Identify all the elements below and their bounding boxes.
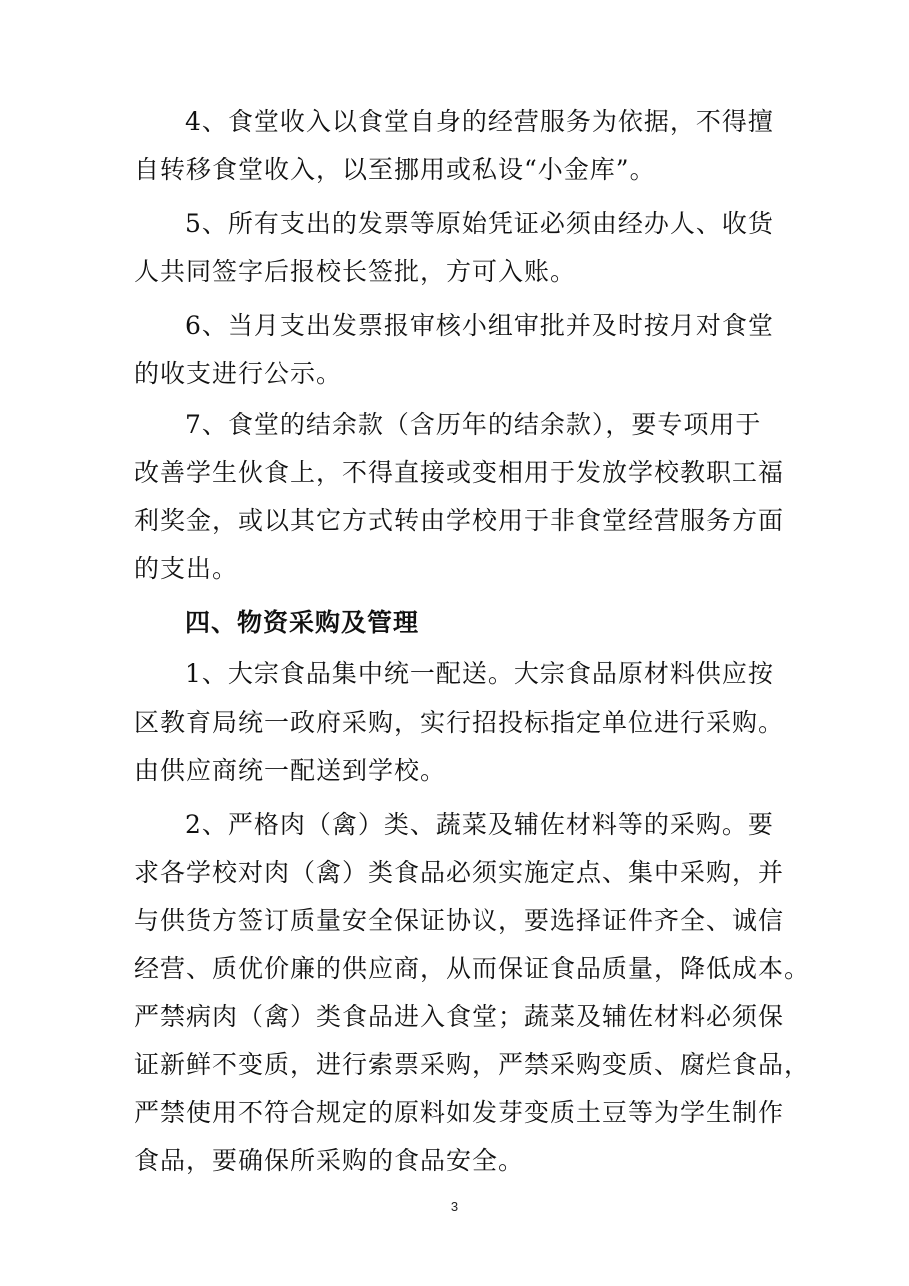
paragraph-6-line-2: 的收支进行公示。: [134, 359, 343, 388]
paragraph-5-line-2: 人共同签字后报校长签批，方可入账。: [134, 257, 577, 286]
item-2-line-1: 2、严格肉（禽）类、蔬菜及辅佐材料等的采购。要: [185, 810, 774, 839]
item-2-line-2: 求各学校对肉（禽）类食品必须实施定点、集中采购，并: [134, 858, 785, 887]
item-2-line-8: 食品，要确保所采购的食品安全。: [134, 1146, 525, 1175]
paragraph-7-line-3: 利奖金，或以其它方式转由学校用于非食堂经营服务方面: [134, 506, 785, 535]
item-2-line-6: 证新鲜不变质，进行索票采购，严禁采购变质、腐烂食品，: [134, 1050, 811, 1079]
paragraph-7-line-2: 改善学生伙食上，不得直接或变相用于发放学校教职工福: [134, 458, 785, 487]
item-1-line-2: 区教育局统一政府采购，实行招投标指定单位进行采购。: [134, 708, 785, 737]
page-number: 3: [450, 1199, 459, 1214]
paragraph-7-line-1: 7、食堂的结余款（含历年的结余款），要专项用于: [185, 410, 762, 439]
paragraph-4-line-1: 4、食堂收入以食堂自身的经营服务为依据，不得擅: [185, 107, 774, 136]
paragraph-7-line-4: 的支出。: [134, 554, 239, 583]
section-heading: 四、物资采购及管理: [185, 608, 420, 637]
item-2-line-3: 与供货方签订质量安全保证协议，要选择证件齐全、诚信: [134, 906, 785, 935]
item-2-line-5: 严禁病肉（禽）类食品进入食堂；蔬菜及辅佐材料必须保: [134, 1002, 785, 1031]
item-1-line-1: 1、大宗食品集中统一配送。大宗食品原材料供应按: [185, 659, 774, 688]
paragraph-5-line-1: 5、所有支出的发票等原始凭证必须由经办人、收货: [185, 209, 774, 238]
paragraph-6-line-1: 6、当月支出发票报审核小组审批并及时按月对食堂: [185, 311, 774, 340]
paragraph-4-line-2: 自转移食堂收入，以至挪用或私设“小金库”。: [134, 155, 656, 184]
item-2-line-7: 严禁使用不符合规定的原料如发芽变质土豆等为学生制作: [134, 1098, 785, 1127]
item-2-line-4: 经营、质优价廉的供应商，从而保证食品质量，降低成本。: [134, 954, 811, 983]
item-1-line-3: 由供应商统一配送到学校。: [134, 756, 447, 785]
